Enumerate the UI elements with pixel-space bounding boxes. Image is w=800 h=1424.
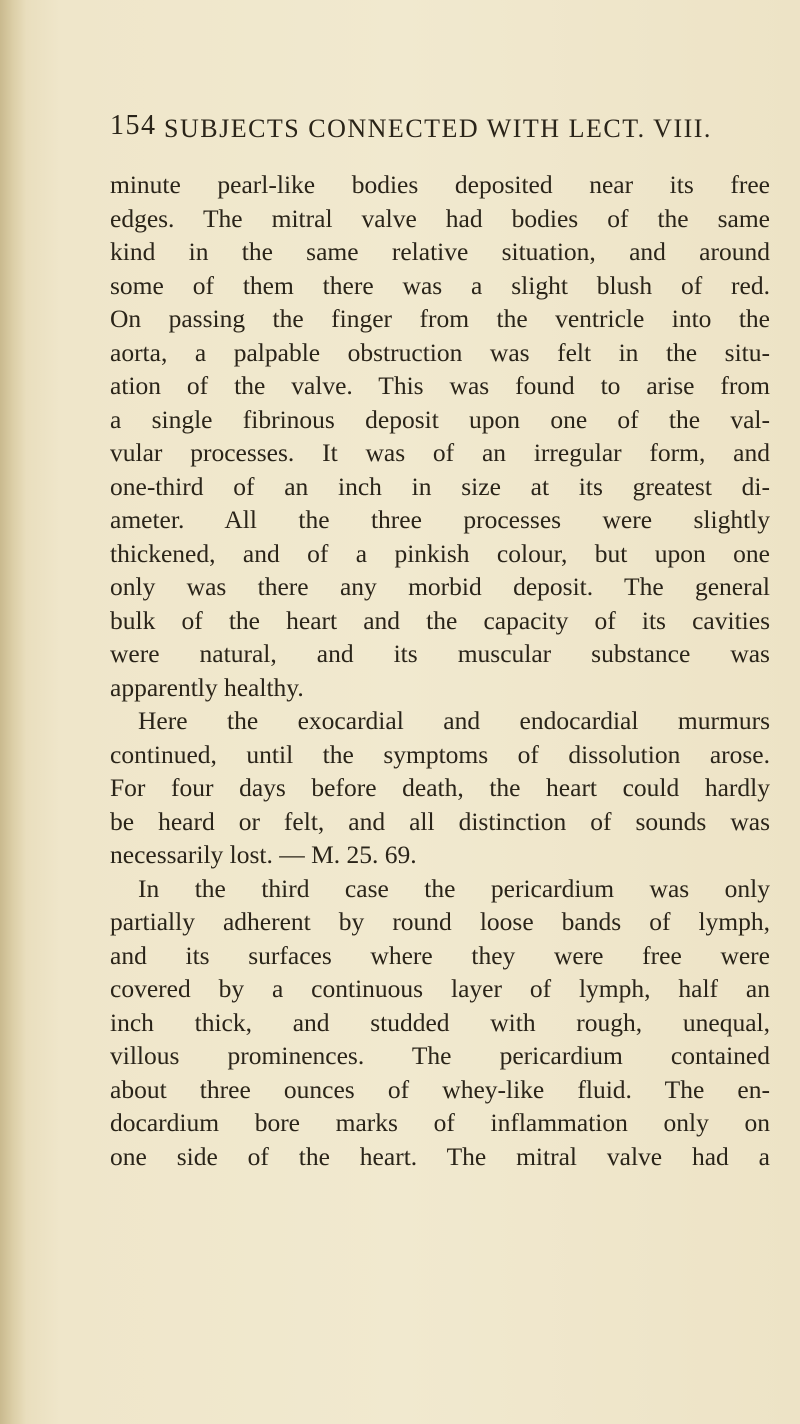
- text-line: only was there any morbid deposit. The general: [110, 572, 770, 601]
- text-line: one side of the heart. The mitral valve had a: [110, 1141, 770, 1171]
- paragraph-start-line: Here the exocardial and endocardial murmurs: [138, 706, 770, 735]
- text-line: vular processes. It was of an irregular form, and: [110, 438, 770, 467]
- text-line: inch thick, and studded with rough, unequal,: [110, 1007, 770, 1037]
- text-line: aorta, a palpable obstruction was felt in the situ-: [110, 337, 770, 367]
- text-line: On passing the finger from the ventricle into the: [110, 304, 770, 333]
- page-header: [110, 110, 770, 154]
- text-line: ameter. All the three processes were slightly: [110, 505, 770, 534]
- text-line: villous prominences. The pericardium contained: [110, 1041, 770, 1070]
- text-line: bulk of the heart and the capacity of its cavities: [110, 605, 770, 635]
- text-line: partially adherent by round loose bands of lymph,: [110, 907, 770, 936]
- text-line: docardium bore marks of inflammation only on: [110, 1108, 770, 1137]
- text-line: and its surfaces where they were free were: [110, 940, 770, 970]
- text-line: covered by a continuous layer of lymph, half an: [110, 974, 770, 1003]
- text-line: necessarily lost. — M. 25. 69.: [110, 840, 417, 869]
- text-line: be heard or felt, and all distinction of sounds was: [110, 806, 770, 836]
- body-text: [110, 168, 770, 1173]
- text-line: For four days before death, the heart could hardly: [110, 773, 770, 802]
- text-line: about three ounces of whey-like fluid. The en-: [110, 1074, 770, 1104]
- text-line: edges. The mitral valve had bodies of the same: [110, 203, 770, 233]
- text-line: some of them there was a slight blush of red.: [110, 270, 770, 300]
- text-line: a single fibrinous deposit upon one of the val-: [110, 404, 770, 434]
- text-line: were natural, and its muscular substance was: [110, 639, 770, 668]
- text-line: kind in the same relative situation, and around: [110, 237, 770, 266]
- text-line: ation of the valve. This was found to arise from: [110, 371, 770, 400]
- text-line: minute pearl-like bodies deposited near its free: [110, 170, 770, 199]
- page-number: 154: [110, 110, 157, 141]
- text-line: continued, until the symptoms of dissolution arose.: [110, 739, 770, 769]
- text-line: apparently healthy.: [110, 672, 304, 702]
- paragraph-start-line: In the third case the pericardium was only: [138, 873, 770, 903]
- running-head: SUBJECTS CONNECTED WITH LECT. VIII.: [164, 114, 712, 143]
- page-gutter-shadow: [0, 0, 26, 1424]
- text-line: one-third of an inch in size at its greatest di-: [110, 471, 770, 501]
- text-line: thickened, and of a pinkish colour, but upon one: [110, 538, 770, 568]
